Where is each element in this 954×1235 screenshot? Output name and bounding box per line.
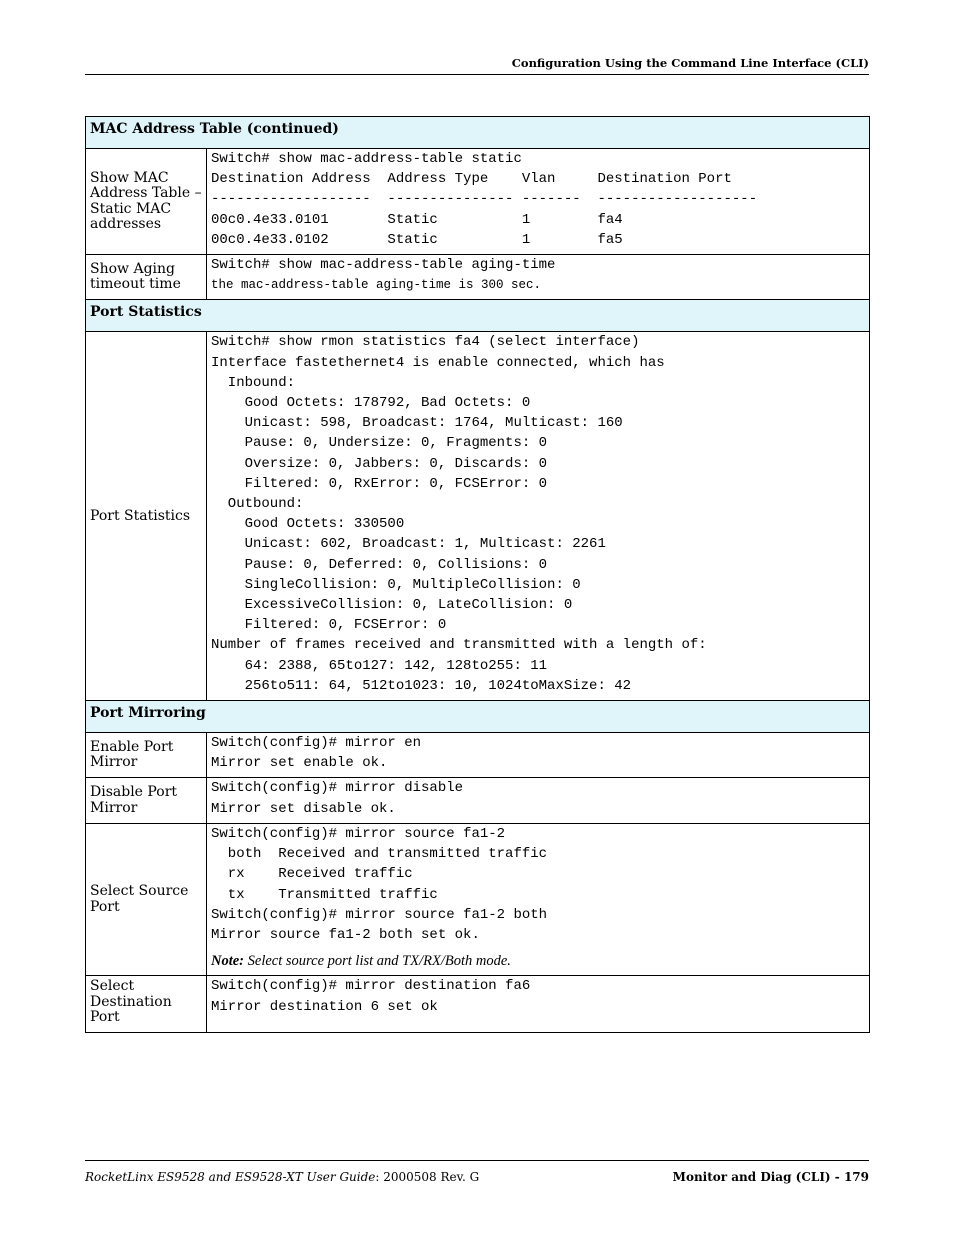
row-label-source-port: Select Source Port <box>86 823 207 975</box>
table-row <box>86 778 870 823</box>
cli-command-table <box>85 116 870 1033</box>
cli-aging-command: Switch# show mac-address-table aging-time <box>211 257 556 274</box>
cli-aging <box>207 255 870 300</box>
table-row <box>86 149 870 255</box>
row-label-static-mac: Show MAC Address Table – Static MAC addresses <box>86 149 207 255</box>
section-row <box>86 701 870 733</box>
cli-disable-mirror: Switch(config)# mirror disable Mirror set disable ok. <box>207 778 870 823</box>
cli-source-port-cell <box>207 823 870 975</box>
header-rule <box>85 74 869 75</box>
cli-dest-port: Switch(config)# mirror destination fa6 Mirror destination 6 set ok <box>207 976 870 1033</box>
row-label-dest-port: Select Destination Port <box>86 976 207 1033</box>
footer-guide <box>85 1170 479 1184</box>
section-title-port-mirror: Port Mirroring <box>86 701 870 733</box>
cli-source-port: Switch(config)# mirror source fa1-2 both Received and transmitted traffic rx Received traffic tx Transmitted traffic Switch(config)# mirror source fa1-2 both Mirror source fa1-2 both set ok. <box>211 825 548 943</box>
cli-aging-output: the mac-address-table aging-time is 300 sec. <box>211 278 542 293</box>
row-label-enable-mirror: Enable Port Mirror <box>86 733 207 778</box>
cli-static-mac: Switch# show mac-address-table static Destination Address Address Type Vlan Destination Port ------------------- --------------- ------- ------------------- 00c0.4e33.0101 Static 1 fa4 00c0.4e33.0102 Static 1 fa5 <box>207 149 870 255</box>
table-row <box>86 733 870 778</box>
section-title-mac: MAC Address Table (continued) <box>86 117 870 149</box>
note-text: Select source port list and TX/RX/Both mode. <box>247 953 511 970</box>
cli-port-stats: Switch# show rmon statistics fa4 (select interface) Interface fastethernet4 is enable connected, which has Inbound: Good Octets: 178792, Bad Octets: 0 Unicast: 598, Broadcast: 1764, Multicast: 160 Pause: 0, Undersize: 0, Fragments: 0 Oversize: 0, Jabbers: 0, Discards: 0 Filtered: 0, RxError: 0, FCSError: 0 Outbound: Good Octets: 330500 Unicast: 602, Broadcast: 1, Multicast: 2261 Pause: 0, Deferred: 0, Collisions: 0 SingleCollision: 0, MultipleCollision: 0 ExcessiveCollision: 0, LateCollision: 0 Filtered: 0, FCSError: 0 Number of frames received and transmitted with a length of: 64: 2388, 65to127: 142, 128to255: 11 256to511: 64, 512to1023: 10, 1024toMaxSize: 42 <box>207 332 870 701</box>
note-label: Note: <box>211 953 245 970</box>
section-row <box>86 300 870 332</box>
section-row <box>86 117 870 149</box>
row-label-aging: Show Aging timeout time <box>86 255 207 300</box>
cli-enable-mirror: Switch(config)# mirror en Mirror set enable ok. <box>207 733 870 778</box>
page-header: Configuration Using the Command Line Interface (CLI) <box>511 56 869 70</box>
table-row <box>86 255 870 300</box>
row-label-disable-mirror: Disable Port Mirror <box>86 778 207 823</box>
row-label-port-stats: Port Statistics <box>86 332 207 701</box>
section-title-port-stats: Port Statistics <box>86 300 870 332</box>
footer-page-label: Monitor and Diag (CLI) - 179 <box>672 1170 869 1184</box>
table-row <box>86 332 870 701</box>
footer-doc-number: : 2000508 Rev. G <box>375 1170 480 1184</box>
footer-rule <box>85 1160 869 1161</box>
table-row <box>86 823 870 975</box>
note <box>211 951 865 971</box>
footer-guide-title: RocketLinx ES9528 and ES9528-XT User Guide <box>85 1170 376 1184</box>
table-row <box>86 976 870 1033</box>
